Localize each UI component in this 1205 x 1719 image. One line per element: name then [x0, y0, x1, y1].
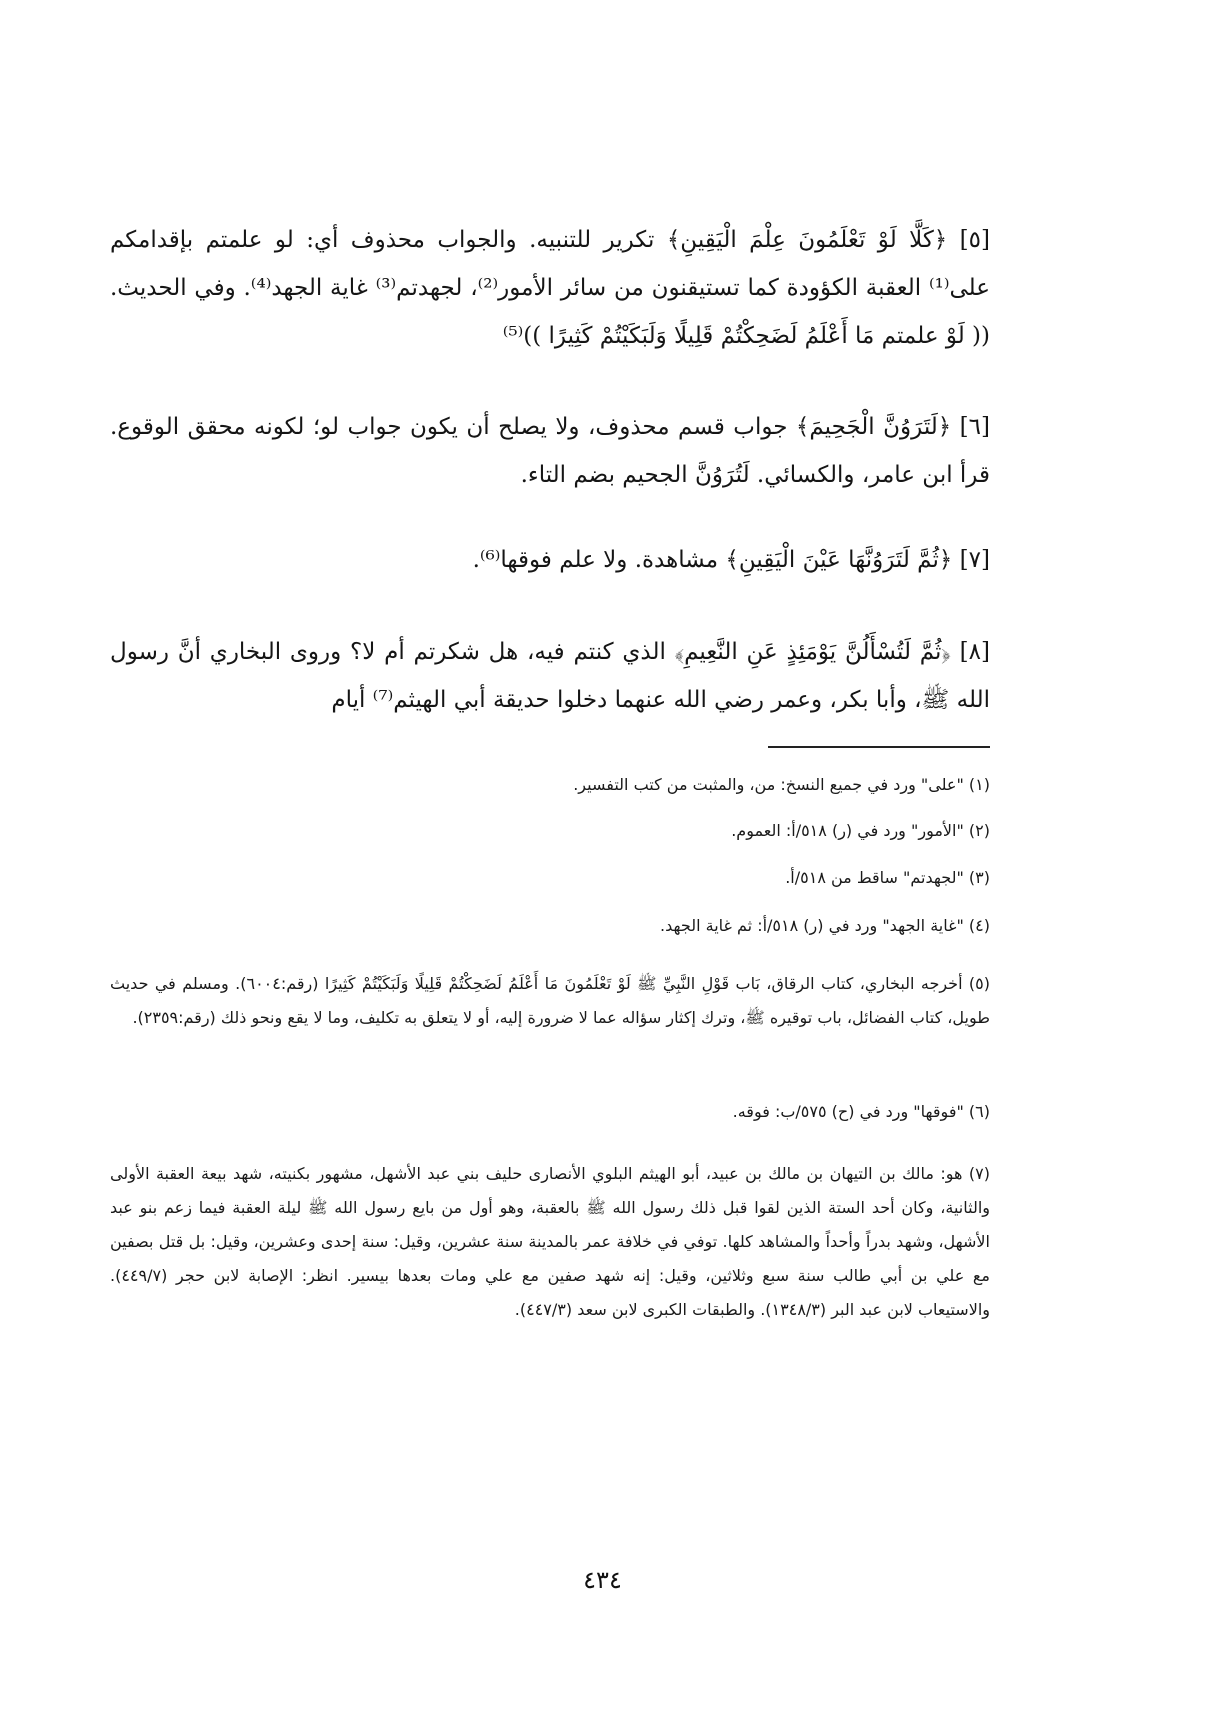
- footnote-text: (٦) "فوقها" ورد في (ح) ٥٧٥/ب: فوقه.: [732, 1102, 990, 1121]
- footnote-text: (٥) أخرجه البخاري، كتاب الرقاق، بَاب قَوْلِ النَّبِيِّ ﷺ لَوْ تَعْلَمُونَ مَا أَعْلَمُ لَضَحِكْتُمْ قَلِيلًا وَلَبَكَيْتُمْ كَثِيرًا (رقم:٦٠٠٤). ومسلم في حديث طويل، كتاب الفضائل، باب توقيره ﷺ، وترك إكثار سؤاله عما لا ضرورة إليه، أو لا يتعلق به تكليف، وما لا يقع ونحو ذلك (رقم:٢٣٥٩).: [110, 974, 990, 1027]
- footnote-3: [110, 861, 990, 895]
- paragraph-text: [٦] ﴿لَتَرَوُنَّ الْجَحِيمَ﴾ جواب قسم محذوف، ولا يصلح أن يكون جواب لو؛ لكونه محقق الوقوع. قرأ ابن عامر، والكسائي. لَتُرَوُنَّ الجحيم بضم التاء.: [110, 414, 990, 488]
- footnote-text: (٤) "غاية الجهد" ورد في (ر) ٥١٨/أ: ثم غاية الجهد.: [660, 916, 990, 935]
- paragraph-text: [٥] ﴿كَلَّا لَوْ تَعْلَمُونَ عِلْمَ الْيَقِينِ﴾ تكرير للتنبيه. والجواب محذوف أي: لو علمتم بإقدامكم على⁽¹⁾ العقبة الكؤودة كما تستيقنون من سائر الأمور⁽²⁾، لجهدتم⁽³⁾ غاية الجهد⁽⁴⁾. وفي الحديث. (( لَوْ علمتم مَا أَعْلَمُ لَضَحِكْتُمْ قَلِيلًا وَلَبَكَيْتُمْ كَثِيرًا ))⁽⁵⁾: [110, 227, 991, 349]
- footnote-text: (٣) "لجهدتم" ساقط من ٥١٨/أ.: [785, 868, 990, 887]
- footnote-5: [110, 967, 990, 1035]
- footnote-divider: [768, 746, 990, 748]
- footnote-text: (٢) "الأمور" ورد في (ر) ٥١٨/أ: العموم.: [731, 821, 990, 840]
- footnote-7: [110, 1157, 990, 1327]
- commentary-paragraph-8: [110, 628, 990, 724]
- footnote-6: [110, 1095, 990, 1129]
- footnote-1: [110, 768, 990, 802]
- footnote-text: (١) "على" ورد في جميع النسخ: من، والمثبت من كتب التفسير.: [573, 775, 990, 794]
- footnote-text: (٧) هو: مالك بن التيهان بن مالك بن عبيد، أبو الهيثم البلوي الأنصارى حليف بني عبد الأشهل، مشهور بكنيته، شهد بيعة العقبة الأولى والثانية، وكان أحد الستة الذين لقوا قبل ذلك رسول الله ﷺ بالعقبة، وهو أول من بايع رسول الله ﷺ ليلة العقبة فيما زعم بنو عبد الأشهل، وشهد بدراً وأحداً والمشاهد كلها. توفي في خلافة عمر بالمدينة سنة عشرين، وقيل: سنة إحدى وعشرين، وقيل: بل قتل بصفين مع علي بن أبي طالب سنة سبع وثلاثين، وقيل: إنه شهد صفين مع علي ومات بعدها بيسير. انظر: الإصابة لابن حجر (٤٤٩/٧). والاستيعاب لابن عبد البر (١٣٤٨/٣). والطبقات الكبرى لابن سعد (٤٤٧/٣).: [110, 1164, 990, 1319]
- commentary-paragraph-5: [110, 216, 990, 360]
- footnote-4: [110, 909, 990, 943]
- footnote-2: [110, 814, 990, 848]
- commentary-paragraph-7: [110, 536, 990, 584]
- paragraph-text: [٧] ﴿ثُمَّ لَتَرَوُنَّهَا عَيْنَ الْيَقِينِ﴾ مشاهدة. ولا علم فوقها⁽⁶⁾.: [472, 547, 990, 573]
- commentary-paragraph-6: [110, 403, 990, 499]
- page-number: ٤٣٤: [583, 1566, 622, 1594]
- paragraph-text: [٨] ﴿ثُمَّ لَتُسْأَلُنَّ يَوْمَئِذٍ عَنِ النَّعِيمِ﴾ الذي كنتم فيه، هل شكرتم أم لا؟ وروى البخاري أنَّ رسول الله ﷺ، وأبا بكر، وعمر رضي الله عنهما دخلوا حديقة أبي الهيثم⁽⁷⁾ أيام: [110, 639, 990, 713]
